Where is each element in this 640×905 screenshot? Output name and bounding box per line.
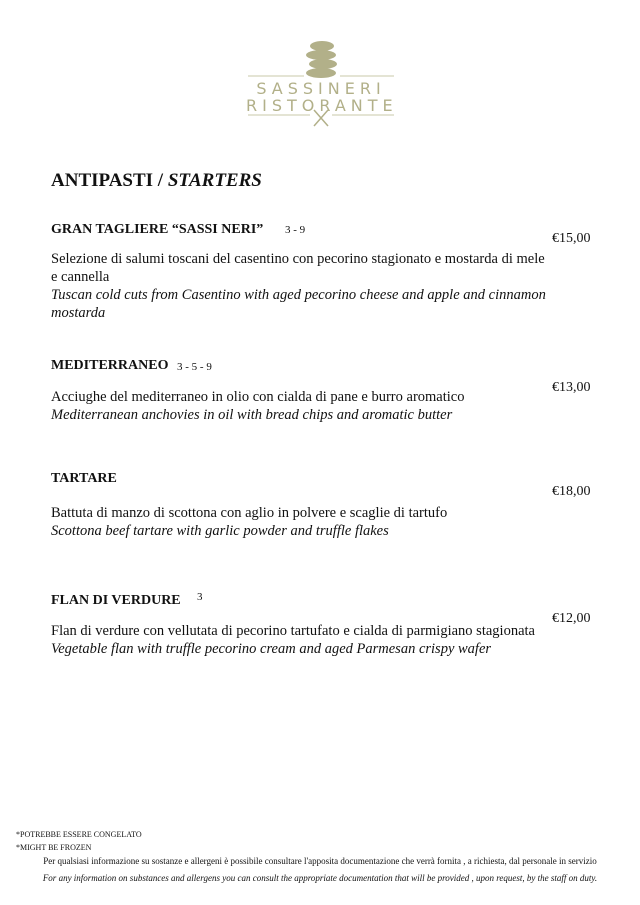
- item-allergens: 3: [197, 591, 203, 603]
- item-description: [51, 250, 547, 322]
- item-allergens: 3 - 9: [285, 224, 306, 236]
- desc-en: Vegetable flan with truffle pecorino cream and aged Parmesan crispy wafer: [51, 641, 492, 657]
- item-name: TARTARE: [51, 471, 117, 486]
- item-allergens: 3 - 5 - 9: [177, 361, 212, 373]
- desc-it: Flan di verdure con vellutata di pecorino tartufato e cialda di parmigiano stagionata: [51, 623, 535, 639]
- frozen-note-en: *MIGHT BE FROZEN: [16, 843, 92, 852]
- title-it: ANTIPASTI /: [51, 170, 168, 191]
- item-price: €18,00: [552, 484, 591, 499]
- desc-en: Tuscan cold cuts from Casentino with aged pecorino cheese and apple and cinnamon mostarda: [51, 287, 546, 321]
- item-description: [51, 504, 547, 540]
- item-price: €15,00: [552, 231, 591, 246]
- restaurant-logo: [246, 38, 396, 130]
- logo-line-1: SASSINERI: [256, 79, 386, 98]
- frozen-note-it: *POTREBBE ESSERE CONGELATO: [16, 830, 142, 839]
- title-en: STARTERS: [167, 170, 262, 191]
- item-name: MEDITERRANEO: [51, 358, 169, 373]
- item-name: GRAN TAGLIERE “SASSI NERI”: [51, 222, 264, 237]
- desc-en: Mediterranean anchovies in oil with bread chips and aromatic butter: [51, 407, 453, 423]
- item-description: [51, 622, 547, 658]
- desc-it: Battuta di manzo di scottona con aglio in polvere e scaglie di tartufo: [51, 505, 448, 521]
- desc-it: Acciughe del mediterraneo in olio con cialda di pane e burro aromatico: [51, 389, 465, 405]
- desc-en: Scottona beef tartare with garlic powder and truffle flakes: [51, 523, 389, 539]
- logo-line-2: RISTORANTE: [246, 96, 398, 115]
- allergen-info-it: Per qualsiasi informazione su sostanze e allergeni è possibile consultare l'apposita documentazione che verrà fornita , a richiesta, dal personale in servizio: [43, 856, 597, 866]
- desc-it: Selezione di salumi toscani del casentino con pecorino stagionato e mostarda di mele e cannella: [51, 251, 545, 285]
- allergen-info-en: For any information on substances and allergens you can consult the appropriate documentation that will be provided , upon request, by the staff on duty.: [42, 873, 598, 883]
- item-price: €12,00: [552, 611, 591, 626]
- item-price: €13,00: [552, 380, 591, 395]
- item-description: [51, 388, 547, 424]
- section-title: [51, 170, 262, 192]
- item-name: FLAN DI VERDURE: [51, 593, 181, 608]
